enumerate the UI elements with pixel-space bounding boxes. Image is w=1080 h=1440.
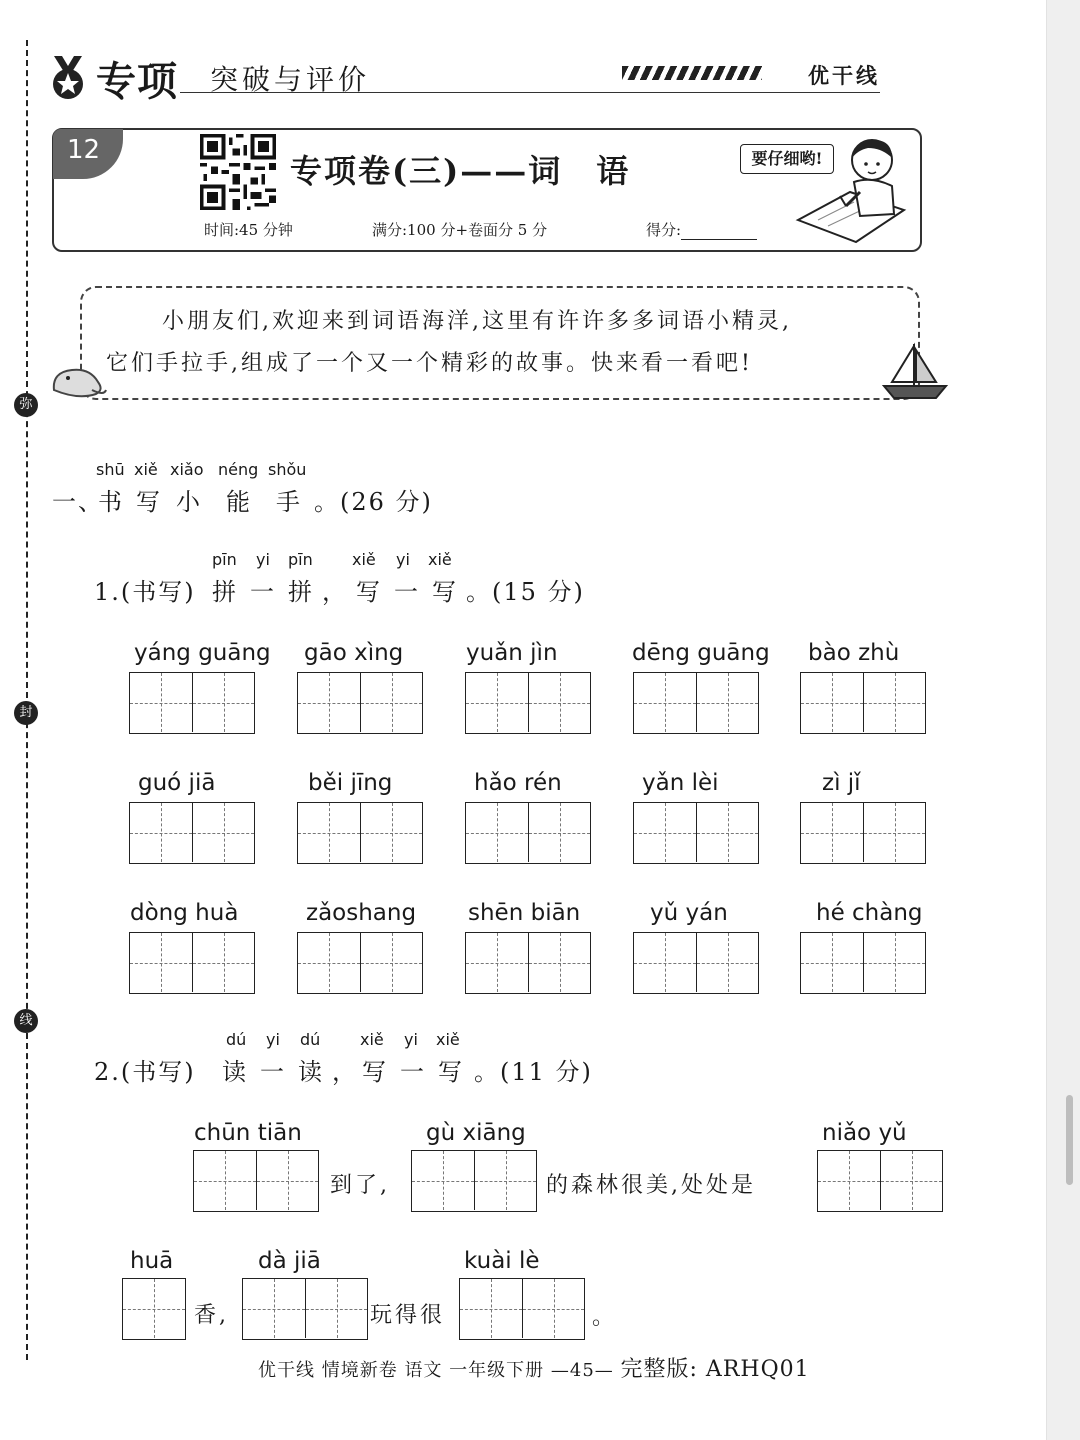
sailboat-icon [880, 340, 950, 404]
writing-grid[interactable] [129, 802, 255, 864]
writing-grid[interactable] [297, 672, 423, 734]
word-pinyin: kuài lè [464, 1248, 540, 1274]
section1-char: 小 [176, 488, 202, 516]
writing-grid[interactable] [129, 672, 255, 734]
header-title-main: 专项 [96, 58, 178, 105]
writing-grid[interactable] [633, 932, 759, 994]
header-underline [180, 92, 880, 93]
intro-line-1: 小朋友们,欢迎来到词语海洋,这里有许许多多词语小精灵, [162, 309, 792, 334]
section1-pinyin: shū [96, 460, 125, 479]
exam-number: 12 [53, 129, 123, 179]
section1-pinyin: shǒu [268, 460, 307, 479]
q2-pinyin: dú [300, 1030, 321, 1049]
word-pinyin: zì jǐ [822, 770, 861, 796]
word-pinyin: chūn tiān [194, 1120, 302, 1146]
writing-grid[interactable] [465, 802, 591, 864]
writing-grid[interactable] [122, 1278, 186, 1340]
q2-char: 读 [222, 1058, 248, 1086]
q2-char: 一 [260, 1058, 286, 1086]
writing-grid[interactable] [297, 802, 423, 864]
q2-pinyin: yi [266, 1030, 280, 1049]
word-pinyin: yǎn lèi [642, 770, 719, 796]
q1-pinyin: yi [256, 550, 270, 569]
q1-pinyin: xiě [428, 550, 452, 569]
q2-char: 读 [298, 1058, 324, 1086]
q1-title [94, 572, 614, 604]
word-pinyin: guó jiā [138, 770, 216, 796]
exam-title: 专项卷(三)——词 语 [290, 152, 631, 190]
q1-pinyin: pīn [288, 550, 313, 569]
word-pinyin: dēng guāng [632, 640, 770, 666]
section1-title [52, 482, 472, 514]
q1-char: 写 [356, 578, 382, 606]
binding-mark-mi: 弥 [14, 393, 38, 417]
section1-score: 。(26 分) [314, 488, 433, 516]
writing-grid[interactable] [129, 932, 255, 994]
section1-pinyin: néng [218, 460, 259, 479]
word-pinyin: dòng huà [130, 900, 239, 926]
footer-text: 优干线 情境新卷 语文 一年级下册 —45— [258, 1360, 614, 1381]
sentence-text: 到了, [330, 1173, 390, 1198]
section1-prefix: 一、 [52, 488, 104, 516]
word-pinyin: hé chàng [816, 900, 923, 926]
score-label: 得分: [646, 221, 682, 239]
word-pinyin: dà jiā [258, 1248, 321, 1274]
q1-pinyin: xiě [352, 550, 376, 569]
page-edge [1046, 0, 1080, 1440]
q1-pinyin: pīn [212, 550, 237, 569]
scrollbar-thumb[interactable] [1066, 1095, 1073, 1185]
q2-char: 写 [438, 1058, 464, 1086]
header-stripes [622, 66, 762, 80]
section1-char: 能 [226, 488, 252, 516]
writing-grid[interactable] [800, 672, 926, 734]
sentence-text: 香, [194, 1303, 229, 1328]
q2-char: 一 [400, 1058, 426, 1086]
binding-line [26, 40, 28, 1360]
score-blank[interactable] [681, 226, 757, 240]
writing-grid[interactable] [633, 802, 759, 864]
q1-score: 。(15 分) [466, 578, 585, 606]
word-pinyin: yǔ yán [650, 900, 728, 926]
header-brand: 优干线 [808, 63, 880, 88]
binding-mark-feng: 封 [14, 701, 38, 725]
word-pinyin: hǎo rén [474, 770, 562, 796]
writing-grid[interactable] [465, 932, 591, 994]
q1-char: 拼 [212, 578, 238, 606]
section1-char: 手 [276, 488, 302, 516]
writing-grid[interactable] [465, 672, 591, 734]
intro-line-2: 它们手拉手,组成了一个又一个精彩的故事。快来看一看吧! [106, 351, 753, 376]
q2-num: 2.(书写) [94, 1058, 196, 1086]
qr-code-icon[interactable] [200, 134, 276, 210]
medal-star-icon [48, 56, 88, 100]
writing-grid[interactable] [817, 1150, 943, 1212]
q2-pinyin: dú [226, 1030, 247, 1049]
writing-grid[interactable] [242, 1278, 368, 1340]
writing-grid[interactable] [800, 802, 926, 864]
writing-grid[interactable] [297, 932, 423, 994]
binding-mark-xian: 线 [14, 1009, 38, 1033]
exam-score-field[interactable] [646, 219, 757, 240]
q1-pinyin: yi [396, 550, 410, 569]
q1-char: 一 [250, 578, 276, 606]
header-title-sub: 突破与评价 [210, 63, 371, 96]
section1-pinyin: xiě [134, 460, 158, 479]
word-pinyin: gù xiāng [426, 1120, 526, 1146]
word-pinyin: yuǎn jìn [466, 640, 558, 666]
writing-grid[interactable] [193, 1150, 319, 1212]
word-pinyin: yáng guāng [134, 640, 271, 666]
q2-pinyin: xiě [436, 1030, 460, 1049]
word-pinyin: shēn biān [468, 900, 581, 926]
sentence-text: 的森林很美,处处是 [546, 1173, 756, 1198]
q2-char: 写 [362, 1058, 388, 1086]
word-pinyin: běi jīng [308, 770, 393, 796]
section1-char: 写 [136, 488, 162, 516]
word-pinyin: gāo xìng [304, 640, 404, 666]
q1-char: 一 [394, 578, 420, 606]
section1-pinyin: xiǎo [170, 460, 204, 479]
section1-char: 书 [98, 488, 124, 516]
q1-char: 写 [432, 578, 458, 606]
writing-grid[interactable] [411, 1150, 537, 1212]
sentence-text: 玩得很 [370, 1303, 446, 1328]
exam-time: 时间:45 分钟 [204, 221, 293, 239]
seal-icon [48, 360, 108, 402]
sentence-text: 。 [592, 1305, 618, 1330]
writing-grid[interactable] [459, 1278, 585, 1340]
speech-bubble: 要仔细哟! [740, 144, 834, 174]
q1-char: 拼 [288, 578, 314, 606]
word-pinyin: huā [130, 1248, 174, 1274]
word-pinyin: bào zhù [808, 640, 900, 666]
page-footer [258, 1352, 810, 1383]
writing-grid[interactable] [800, 932, 926, 994]
word-pinyin: zǎoshang [306, 900, 417, 926]
exam-full-score: 满分:100 分+卷面分 5 分 [372, 221, 548, 239]
word-pinyin: niǎo yǔ [822, 1120, 907, 1146]
q2-title [94, 1052, 624, 1084]
q1-char: ， [322, 578, 348, 606]
q1-num: 1.(书写) [94, 578, 196, 606]
q2-char: ， [332, 1058, 358, 1086]
q2-pinyin: yi [404, 1030, 418, 1049]
footer-code: 完整版: ARHQ01 [620, 1357, 810, 1382]
q2-score: 。(11 分) [474, 1058, 593, 1086]
writing-grid[interactable] [633, 672, 759, 734]
q2-pinyin: xiě [360, 1030, 384, 1049]
